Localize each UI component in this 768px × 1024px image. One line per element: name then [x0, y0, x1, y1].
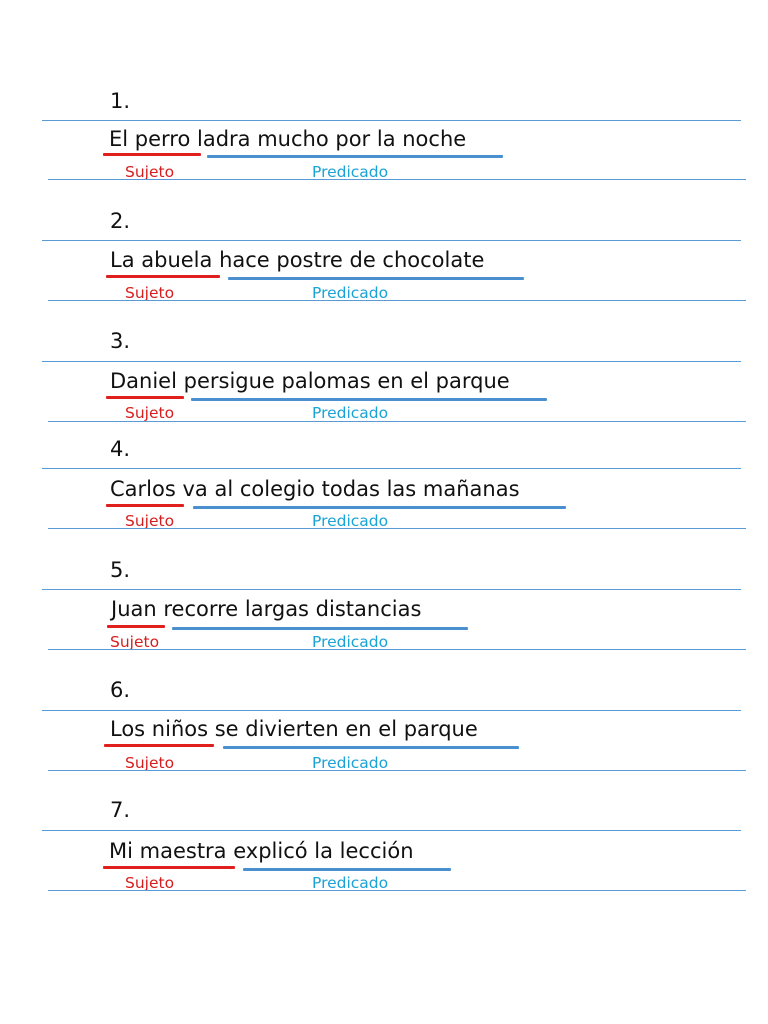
subject-label: Sujeto [125, 874, 175, 892]
predicate-text: hace postre de chocolate [219, 248, 485, 272]
rule-line [48, 528, 746, 529]
rule-line [48, 179, 746, 180]
subject-text: Mi maestra [109, 839, 227, 863]
rule-line [48, 421, 746, 422]
predicate-label: Predicado [312, 874, 389, 892]
sentence [111, 596, 421, 622]
rule-line [42, 710, 741, 711]
subject-underline [106, 275, 220, 278]
subject-text: Daniel [110, 369, 177, 393]
sentence [110, 247, 484, 273]
predicate-underline [172, 627, 468, 630]
rule-line [42, 120, 741, 121]
sentence [110, 368, 510, 394]
rule-line [48, 300, 746, 301]
sentence [109, 126, 466, 152]
predicate-label: Predicado [312, 512, 389, 530]
item-number: 1. [110, 89, 131, 113]
rule-line [42, 468, 741, 469]
predicate-underline [243, 868, 451, 871]
sentence [110, 716, 478, 742]
subject-underline [104, 744, 214, 747]
predicate-label: Predicado [312, 754, 389, 772]
subject-text: El perro [109, 127, 191, 151]
subject-underline [103, 866, 235, 869]
rule-line [48, 649, 746, 650]
sentence [110, 476, 520, 502]
item-number: 4. [110, 437, 131, 461]
predicate-text: ladra mucho por la noche [197, 127, 467, 151]
rule-line [48, 890, 746, 891]
rule-line [42, 589, 741, 590]
rule-line [48, 770, 746, 771]
predicate-label: Predicado [312, 163, 389, 181]
item-number: 7. [110, 798, 131, 822]
predicate-text: se divierten en el parque [214, 717, 478, 741]
predicate-underline [193, 506, 566, 509]
subject-label: Sujeto [110, 633, 160, 651]
predicate-label: Predicado [312, 404, 389, 422]
subject-text: Juan [111, 597, 157, 621]
subject-label: Sujeto [125, 163, 175, 181]
item-number: 2. [110, 209, 131, 233]
predicate-text: recorre largas distancias [163, 597, 422, 621]
subject-label: Sujeto [125, 404, 175, 422]
subject-underline [106, 396, 184, 399]
predicate-label: Predicado [312, 633, 389, 651]
predicate-label: Predicado [312, 284, 389, 302]
subject-underline [107, 625, 165, 628]
item-number: 3. [110, 329, 131, 353]
subject-label: Sujeto [125, 754, 175, 772]
item-number: 5. [110, 558, 131, 582]
predicate-underline [228, 277, 524, 280]
rule-line [42, 240, 741, 241]
subject-text: Los niños [110, 717, 209, 741]
subject-underline [103, 153, 201, 156]
subject-text: Carlos [110, 477, 176, 501]
predicate-underline [223, 746, 519, 749]
item-number: 6. [110, 678, 131, 702]
subject-text: La abuela [110, 248, 213, 272]
predicate-text: va al colegio todas las mañanas [182, 477, 520, 501]
predicate-underline [191, 398, 547, 401]
rule-line [42, 361, 741, 362]
subject-underline [106, 504, 184, 507]
subject-label: Sujeto [125, 512, 175, 530]
predicate-underline [207, 155, 503, 158]
predicate-text: explicó la lección [233, 839, 414, 863]
sentence [109, 838, 414, 864]
predicate-text: persigue palomas en el parque [183, 369, 510, 393]
rule-line [42, 830, 741, 831]
subject-label: Sujeto [125, 284, 175, 302]
